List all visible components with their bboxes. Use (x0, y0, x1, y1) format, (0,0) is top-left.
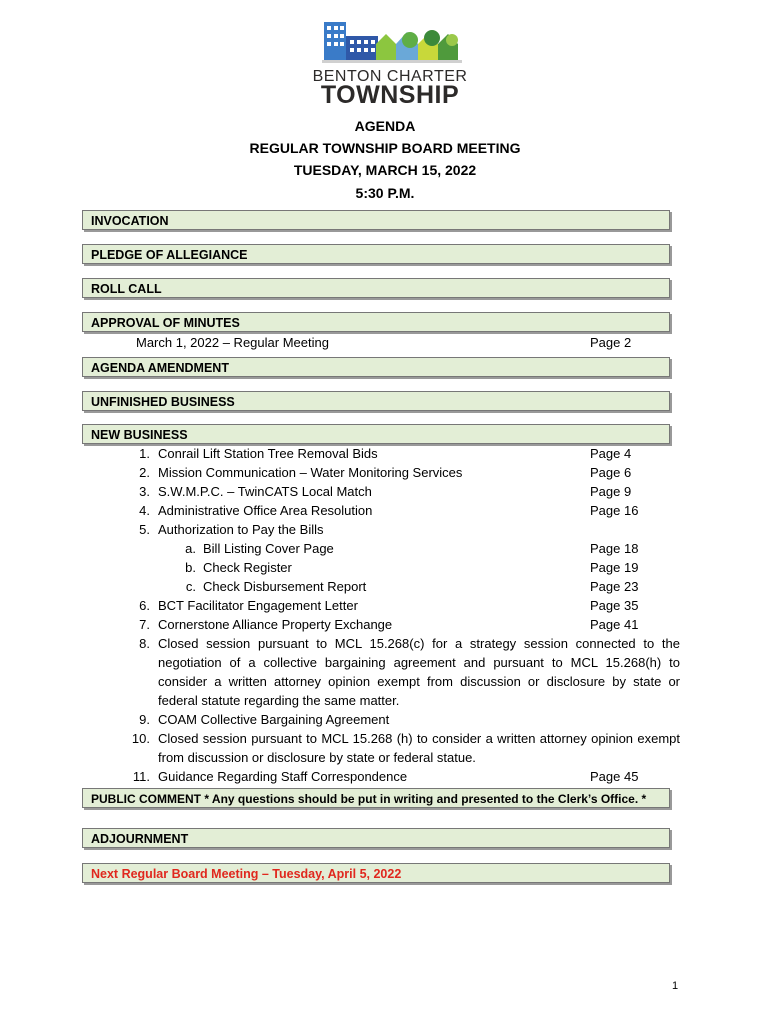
next-meeting-notice: Next Regular Board Meeting – Tuesday, April 5, 2022 (82, 863, 670, 883)
minutes-page: Page 2 (590, 335, 632, 350)
item-page: Page 41 (590, 617, 639, 632)
list-item: Closed session pursuant to MCL 15.268 (h) to consider a written attorney opinion exempt from discussion or disclosure by state or federal statue. (158, 731, 680, 765)
sub-item-letter: b. (185, 560, 196, 575)
sub-list-item: Check Disbursement Report (203, 579, 367, 594)
list-item: Closed session pursuant to MCL 15.268(c) for a strategy session connected to the negotiation of a collective bargaining agreement and pursuant to MCL 15.268(h) to consider a written attorney opinion exempt from discussion or disclosure by state or federal statute regarding the same matter. (158, 636, 680, 708)
section-adjournment: ADJOURNMENT (82, 828, 670, 848)
public-comment-note: * Any questions should be put in writing and presented to the Clerk’s Office. * (204, 792, 647, 806)
sub-item-letter: c. (185, 579, 196, 594)
section-unfinished-business: UNFINISHED BUSINESS (82, 391, 670, 411)
list-item: Cornerstone Alliance Property Exchange (158, 617, 393, 632)
list-item: Guidance Regarding Staff Correspondence (158, 769, 408, 784)
item-number: 7. (139, 617, 150, 632)
section-new-business: NEW BUSINESS (82, 424, 670, 444)
item-number: 1. (139, 446, 150, 461)
header-agenda: AGENDA (354, 118, 416, 134)
item-number: 10. (131, 731, 150, 746)
item-number: 8. (139, 636, 150, 651)
list-item: COAM Collective Bargaining Agreement (158, 712, 390, 727)
list-item: Authorization to Pay the Bills (158, 522, 324, 537)
header-time: 5:30 P.M. (355, 185, 415, 201)
header-meeting-name: REGULAR TOWNSHIP BOARD MEETING (249, 140, 521, 156)
item-page: Page 45 (590, 769, 639, 784)
item-number: 5. (139, 522, 150, 537)
list-item: Mission Communication – Water Monitoring Services (158, 465, 463, 480)
item-number: 4. (139, 503, 150, 518)
section-agenda-amendment: AGENDA AMENDMENT (82, 357, 670, 377)
item-page: Page 18 (590, 541, 639, 556)
logo-line-2: TOWNSHIP (320, 81, 460, 109)
item-number: 9. (139, 712, 150, 727)
item-number: 11. (132, 769, 150, 784)
minutes-item: March 1, 2022 – Regular Meeting (136, 335, 329, 350)
section-approval-of-minutes: APPROVAL OF MINUTES (82, 312, 670, 332)
list-item: Administrative Office Area Resolution (158, 503, 373, 518)
public-comment-label: PUBLIC COMMENT (91, 792, 201, 806)
item-page: Page 9 (590, 484, 632, 499)
item-number: 3. (139, 484, 150, 499)
list-item: S.W.M.P.C. – TwinCATS Local Match (158, 484, 372, 499)
list-item: Conrail Lift Station Tree Removal Bids (158, 446, 378, 461)
page-number: 1 (672, 980, 679, 992)
sub-list-item: Bill Listing Cover Page (203, 541, 334, 556)
item-number: 2. (139, 465, 150, 480)
sub-item-letter: a. (185, 541, 196, 556)
header-date: TUESDAY, MARCH 15, 2022 (293, 162, 477, 178)
sub-list-item: Check Register (203, 560, 292, 575)
list-item: BCT Facilitator Engagement Letter (158, 598, 358, 613)
item-page: Page 35 (590, 598, 639, 613)
item-page: Page 23 (590, 579, 639, 594)
section-pledge: PLEDGE OF ALLEGIANCE (82, 244, 670, 264)
skyline-logo-graphic (312, 18, 468, 68)
section-public-comment (82, 788, 670, 808)
item-page: Page 4 (590, 446, 632, 461)
township-logo (312, 18, 468, 110)
item-page: Page 19 (590, 560, 639, 575)
item-number: 6. (139, 598, 150, 613)
item-page: Page 6 (590, 465, 632, 480)
logo-line-1: BENTON CHARTER (312, 68, 468, 85)
section-roll-call: ROLL CALL (82, 278, 670, 298)
section-invocation: INVOCATION (82, 210, 670, 230)
item-page: Page 16 (590, 503, 639, 518)
